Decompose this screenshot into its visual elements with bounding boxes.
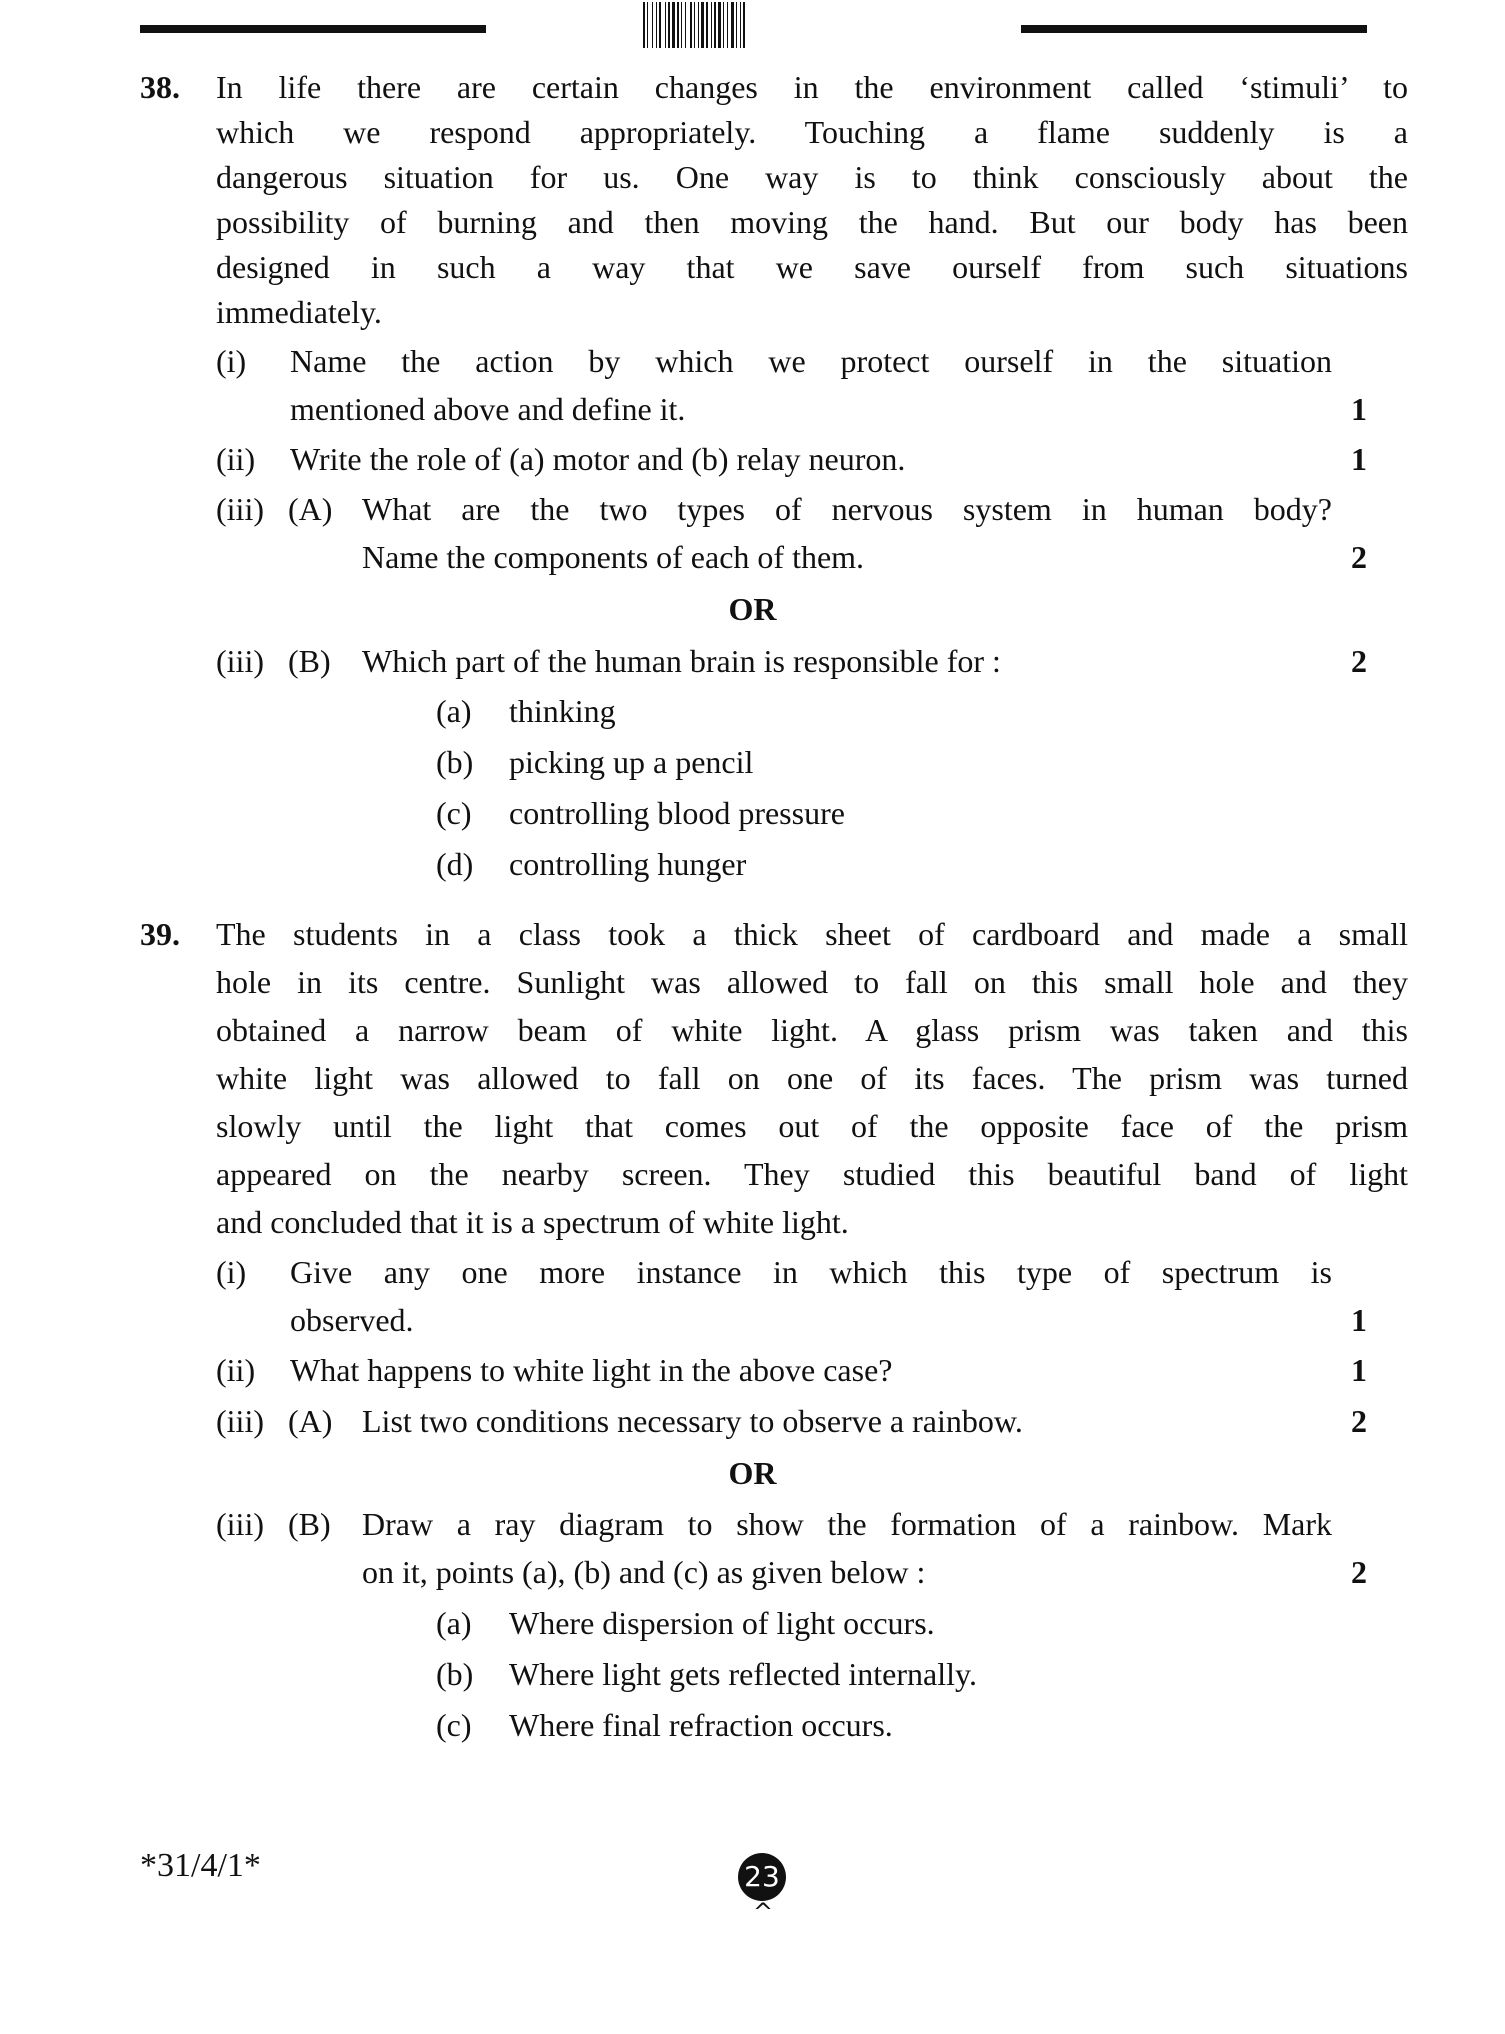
or-divider: OR	[728, 591, 777, 627]
subquestion-iii-b	[216, 1501, 1367, 1761]
option-label: (a)	[436, 693, 472, 729]
subquestion-text: Name the components of each of them.	[362, 539, 865, 575]
header-rule-left	[140, 25, 486, 33]
question-stem-line: obtained a narrow beam of white light. A glass prism was taken and this	[216, 1012, 1408, 1048]
question-number: 39.	[140, 916, 180, 952]
header-rule-right	[1021, 25, 1367, 33]
subquestion-text: Write the role of (a) motor and (b) relay neuron.	[290, 441, 906, 477]
option-text: Where dispersion of light occurs.	[509, 1605, 935, 1641]
marks: 2	[1351, 1554, 1367, 1590]
option-text: controlling blood pressure	[509, 795, 845, 831]
subquestion-label: (ii)	[216, 1352, 256, 1388]
question-stem-line: hole in its centre. Sunlight was allowed to fall on this small hole and they	[216, 964, 1408, 1000]
subquestion-label: (iii)	[216, 643, 264, 679]
option-text: controlling hunger	[509, 846, 747, 882]
question-stem-line: which we respond appropriately. Touching a flame suddenly is a	[216, 114, 1408, 150]
question-39	[140, 911, 1408, 1761]
paper-code: *31/4/1*	[140, 1847, 261, 1884]
subquestion-ii	[216, 436, 1367, 486]
subquestion-text: What happens to white light in the above case?	[290, 1352, 893, 1388]
subquestion-iii-a	[216, 1398, 1367, 1448]
question-stem-line: possibility of burning and then moving the hand. But our body has been	[216, 204, 1408, 240]
marks: 1	[1351, 1352, 1367, 1388]
subquestion-label: (iii)	[216, 491, 264, 527]
subquestion-label: (i)	[216, 1254, 247, 1290]
subquestion-text: Give any one more instance in which this type of spectrum is	[290, 1254, 1332, 1290]
question-stem-line: In life there are certain changes in the environment called ‘stimuli’ to	[216, 69, 1408, 105]
subquestion-text: Name the action by which we protect ourself in the situation	[290, 343, 1332, 379]
subquestion-iii-a	[216, 486, 1367, 586]
subquestion-text: Draw a ray diagram to show the formation of a rainbow. Mark	[362, 1506, 1332, 1542]
subquestion-i	[216, 338, 1367, 438]
subquestion-text: Which part of the human brain is responsible for :	[362, 643, 1001, 679]
question-stem-line: The students in a class took a thick sheet of cardboard and made a small	[216, 916, 1408, 952]
subquestion-text: What are the two types of nervous system in human body?	[362, 491, 1332, 527]
marks: 2	[1351, 643, 1367, 679]
marks: 2	[1351, 1403, 1367, 1439]
question-stem-line: dangerous situation for us. One way is to think consciously about the	[216, 159, 1408, 195]
question-38	[140, 64, 1408, 884]
marks: 1	[1351, 391, 1367, 427]
option-label: (d)	[436, 846, 474, 882]
subquestion-text: observed.	[290, 1302, 414, 1338]
option-label: (b)	[436, 744, 474, 780]
subquestion-label: (iii)	[216, 1506, 264, 1542]
subquestion-text: List two conditions necessary to observe a rainbow.	[362, 1403, 1023, 1439]
question-stem-line: immediately.	[216, 294, 382, 330]
question-stem-line: and concluded that it is a spectrum of white light.	[216, 1204, 849, 1240]
subquestion-text: on it, points (a), (b) and (c) as given below :	[362, 1554, 926, 1590]
barcode-icon	[643, 2, 868, 48]
option-text: Where light gets reflected internally.	[509, 1656, 977, 1692]
option-label: (c)	[436, 795, 472, 831]
subquestion-sublabel: (A)	[288, 1403, 333, 1439]
question-number: 38.	[140, 69, 180, 105]
question-stem-line: slowly until the light that comes out of the opposite face of the prism	[216, 1108, 1408, 1144]
option-label: (a)	[436, 1605, 472, 1641]
subquestion-i	[216, 1249, 1367, 1349]
question-stem-line: appeared on the nearby screen. They studied this beautiful band of light	[216, 1156, 1408, 1192]
option-text: picking up a pencil	[509, 744, 754, 780]
question-stem-line: designed in such a way that we save ourself from such situations	[216, 249, 1408, 285]
question-stem-line: white light was allowed to fall on one of its faces. The prism was turned	[216, 1060, 1408, 1096]
subquestion-label: (ii)	[216, 441, 256, 477]
caret-mark: ^	[753, 1898, 774, 1926]
subquestion-sublabel: (B)	[288, 1506, 331, 1542]
option-label: (b)	[436, 1656, 474, 1692]
option-text: thinking	[509, 693, 616, 729]
marks: 1	[1351, 441, 1367, 477]
subquestion-iii-b	[216, 638, 1367, 882]
subquestion-ii	[216, 1347, 1367, 1397]
subquestion-text: mentioned above and define it.	[290, 391, 686, 427]
option-label: (c)	[436, 1707, 472, 1743]
subquestion-label: (iii)	[216, 1403, 264, 1439]
subquestion-sublabel: (B)	[288, 643, 331, 679]
subquestion-label: (i)	[216, 343, 247, 379]
marks: 2	[1351, 539, 1367, 575]
subquestion-sublabel: (A)	[288, 491, 333, 527]
or-divider: OR	[728, 1455, 777, 1491]
page-number: 23	[738, 1853, 786, 1901]
option-text: Where final refraction occurs.	[509, 1707, 893, 1743]
marks: 1	[1351, 1302, 1367, 1338]
